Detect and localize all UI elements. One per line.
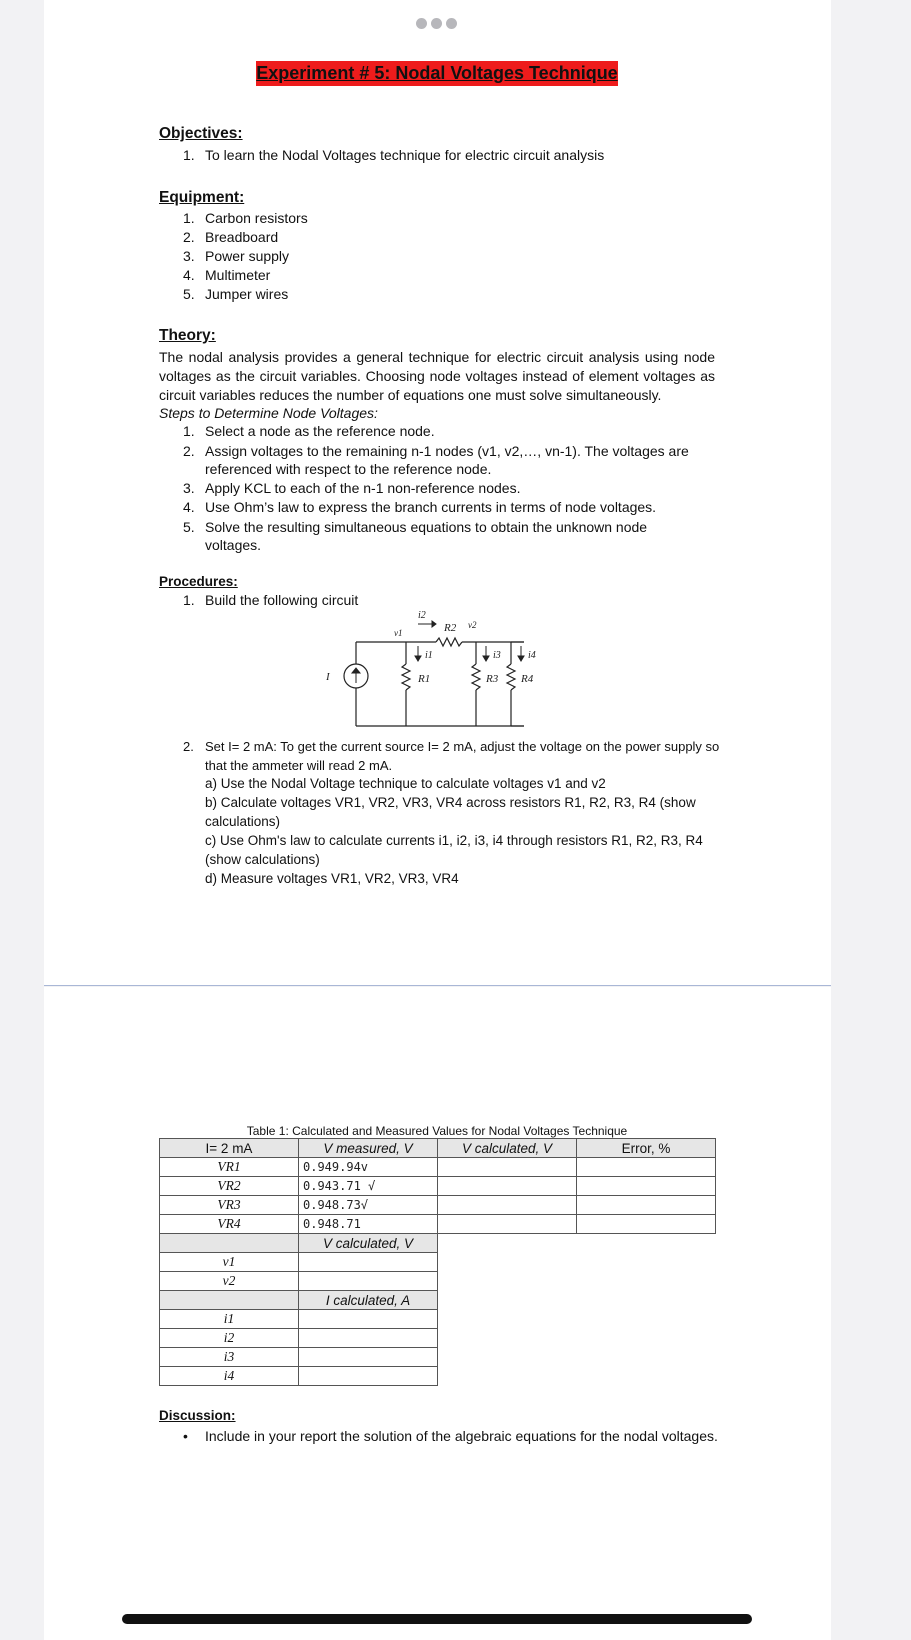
equipment-heading: Equipment: — [159, 189, 245, 206]
table-header-cell: I= 2 mA — [160, 1139, 299, 1158]
equipment-item: 1. Carbon resistors — [183, 210, 308, 226]
error-cell[interactable] — [577, 1215, 716, 1234]
table-row — [160, 1367, 716, 1386]
table-subheader-row — [160, 1234, 716, 1253]
table-row — [160, 1253, 716, 1272]
value-cell[interactable] — [299, 1310, 438, 1329]
table-header-row — [160, 1139, 716, 1158]
table-row — [160, 1348, 716, 1367]
current-label-i1: i1 — [425, 650, 433, 661]
error-cell[interactable] — [577, 1196, 716, 1215]
measured-value[interactable]: 0.948.73√ — [299, 1196, 438, 1215]
v-calculated-header: V calculated, V — [299, 1234, 438, 1253]
steps-title: Steps to Determine Node Voltages: — [159, 405, 378, 421]
theory-step: 2. Assign voltages to the remaining n-1 nodes (v1, v2,…, vn-1). The voltages are referenced with respect to the reference node. — [183, 443, 689, 477]
procedures-heading: Procedures: — [159, 574, 238, 589]
row-label: VR2 — [160, 1177, 299, 1196]
source-label: I — [326, 671, 330, 683]
theory-paragraph: The nodal analysis provides a general technique for electric circuit analysis using node voltages as the circuit variables. Choosing node voltages instead of element voltages as circuit variables reduces the number of equations one must solve simultaneously. — [159, 349, 715, 403]
current-label-i2: i2 — [418, 610, 426, 621]
resistor-label-r3: R3 — [486, 673, 499, 685]
objective-item: 1. To learn the Nodal Voltages technique for electric circuit analysis — [183, 147, 605, 163]
table-header-cell: V measured, V — [299, 1139, 438, 1158]
current-label-i4: i4 — [528, 650, 536, 661]
row-label: VR3 — [160, 1196, 299, 1215]
theory-step: 3. Apply KCL to each of the n-1 non-reference nodes. — [183, 480, 521, 496]
i-calculated-header: I calculated, A — [299, 1291, 438, 1310]
row-label: v2 — [160, 1272, 299, 1291]
measured-value[interactable]: 0.943.71 √ — [299, 1177, 438, 1196]
row-label: VR4 — [160, 1215, 299, 1234]
theory-step: 4. Use Ohm’s law to express the branch currents in terms of node voltages. — [183, 499, 657, 515]
page-separator — [44, 985, 831, 986]
measured-value[interactable]: 0.949.94v — [299, 1158, 438, 1177]
procedure-step-2: 2. Set I= 2 mA: To get the current source I= 2 mA, adjust the voltage on the power supply so that the ammeter will read 2 mA. — [183, 739, 720, 773]
equipment-item: 2. Breadboard — [183, 229, 279, 245]
table-row — [160, 1329, 716, 1348]
measured-value[interactable]: 0.948.71 — [299, 1215, 438, 1234]
procedure-step-2a: a) Use the Nodal Voltage technique to calculate voltages v1 and v2 — [205, 776, 606, 791]
procedure-step-2c: c) Use Ohm's law to calculate currents i1, i2, i3, i4 through resistors R1, R2, R3, R4 (show calculations) — [205, 833, 703, 867]
resistor-label-r4: R4 — [521, 673, 534, 685]
table-row — [160, 1272, 716, 1291]
equipment-item: 4. Multimeter — [183, 267, 271, 283]
nodal-circuit-diagram — [318, 606, 558, 736]
table-row — [160, 1196, 716, 1215]
resistor-label-r1: R1 — [418, 673, 431, 685]
row-label: VR1 — [160, 1158, 299, 1177]
home-indicator-bar[interactable] — [122, 1614, 752, 1624]
table-header-cell: Error, % — [577, 1139, 716, 1158]
theory-step: 5. Solve the resulting simultaneous equations to obtain the unknown node voltages. — [183, 519, 648, 553]
equipment-item: 3. Power supply — [183, 248, 290, 264]
calculated-cell[interactable] — [438, 1196, 577, 1215]
resistor-label-r2: R2 — [444, 622, 457, 634]
experiment-title: Experiment # 5: Nodal Voltages Technique — [256, 61, 618, 86]
value-cell[interactable] — [299, 1329, 438, 1348]
table-caption: Table 1: Calculated and Measured Values for Nodal Voltages Technique — [246, 1124, 628, 1138]
current-label-i3: i3 — [493, 650, 501, 661]
calculated-cell[interactable] — [438, 1215, 577, 1234]
equipment-item: 5. Jumper wires — [183, 286, 289, 302]
calculated-cell[interactable] — [438, 1158, 577, 1177]
table-row — [160, 1310, 716, 1329]
node-label-v2: v2 — [468, 620, 477, 630]
value-cell[interactable] — [299, 1253, 438, 1272]
error-cell[interactable] — [577, 1158, 716, 1177]
discussion-bullet: • Include in your report the solution of the algebraic equations for the nodal voltages. — [183, 1428, 718, 1444]
procedure-step-2d: d) Measure voltages VR1, VR2, VR3, VR4 — [205, 871, 459, 886]
value-cell[interactable] — [299, 1367, 438, 1386]
row-label: i4 — [160, 1367, 299, 1386]
row-label: i3 — [160, 1348, 299, 1367]
procedure-step-2b: b) Calculate voltages VR1, VR2, VR3, VR4 across resistors R1, R2, R3, R4 (show calculations) — [205, 795, 696, 829]
results-table — [159, 1138, 716, 1386]
procedure-step-1: 1. Build the following circuit — [183, 592, 359, 608]
table-header-cell: V calculated, V — [438, 1139, 577, 1158]
calculated-cell[interactable] — [438, 1177, 577, 1196]
error-cell[interactable] — [577, 1177, 716, 1196]
value-cell[interactable] — [299, 1348, 438, 1367]
more-options-icon[interactable] — [416, 18, 457, 29]
theory-step: 1. Select a node as the reference node. — [183, 423, 435, 439]
table-row — [160, 1177, 716, 1196]
value-cell[interactable] — [299, 1272, 438, 1291]
discussion-heading: Discussion: — [159, 1408, 236, 1423]
objectives-heading: Objectives: — [159, 125, 243, 142]
row-label: i2 — [160, 1329, 299, 1348]
table-subheader-row — [160, 1291, 716, 1310]
row-label: i1 — [160, 1310, 299, 1329]
row-label: v1 — [160, 1253, 299, 1272]
table-row — [160, 1158, 716, 1177]
theory-heading: Theory: — [159, 327, 216, 344]
node-label-v1: v1 — [394, 628, 403, 638]
table-row — [160, 1215, 716, 1234]
